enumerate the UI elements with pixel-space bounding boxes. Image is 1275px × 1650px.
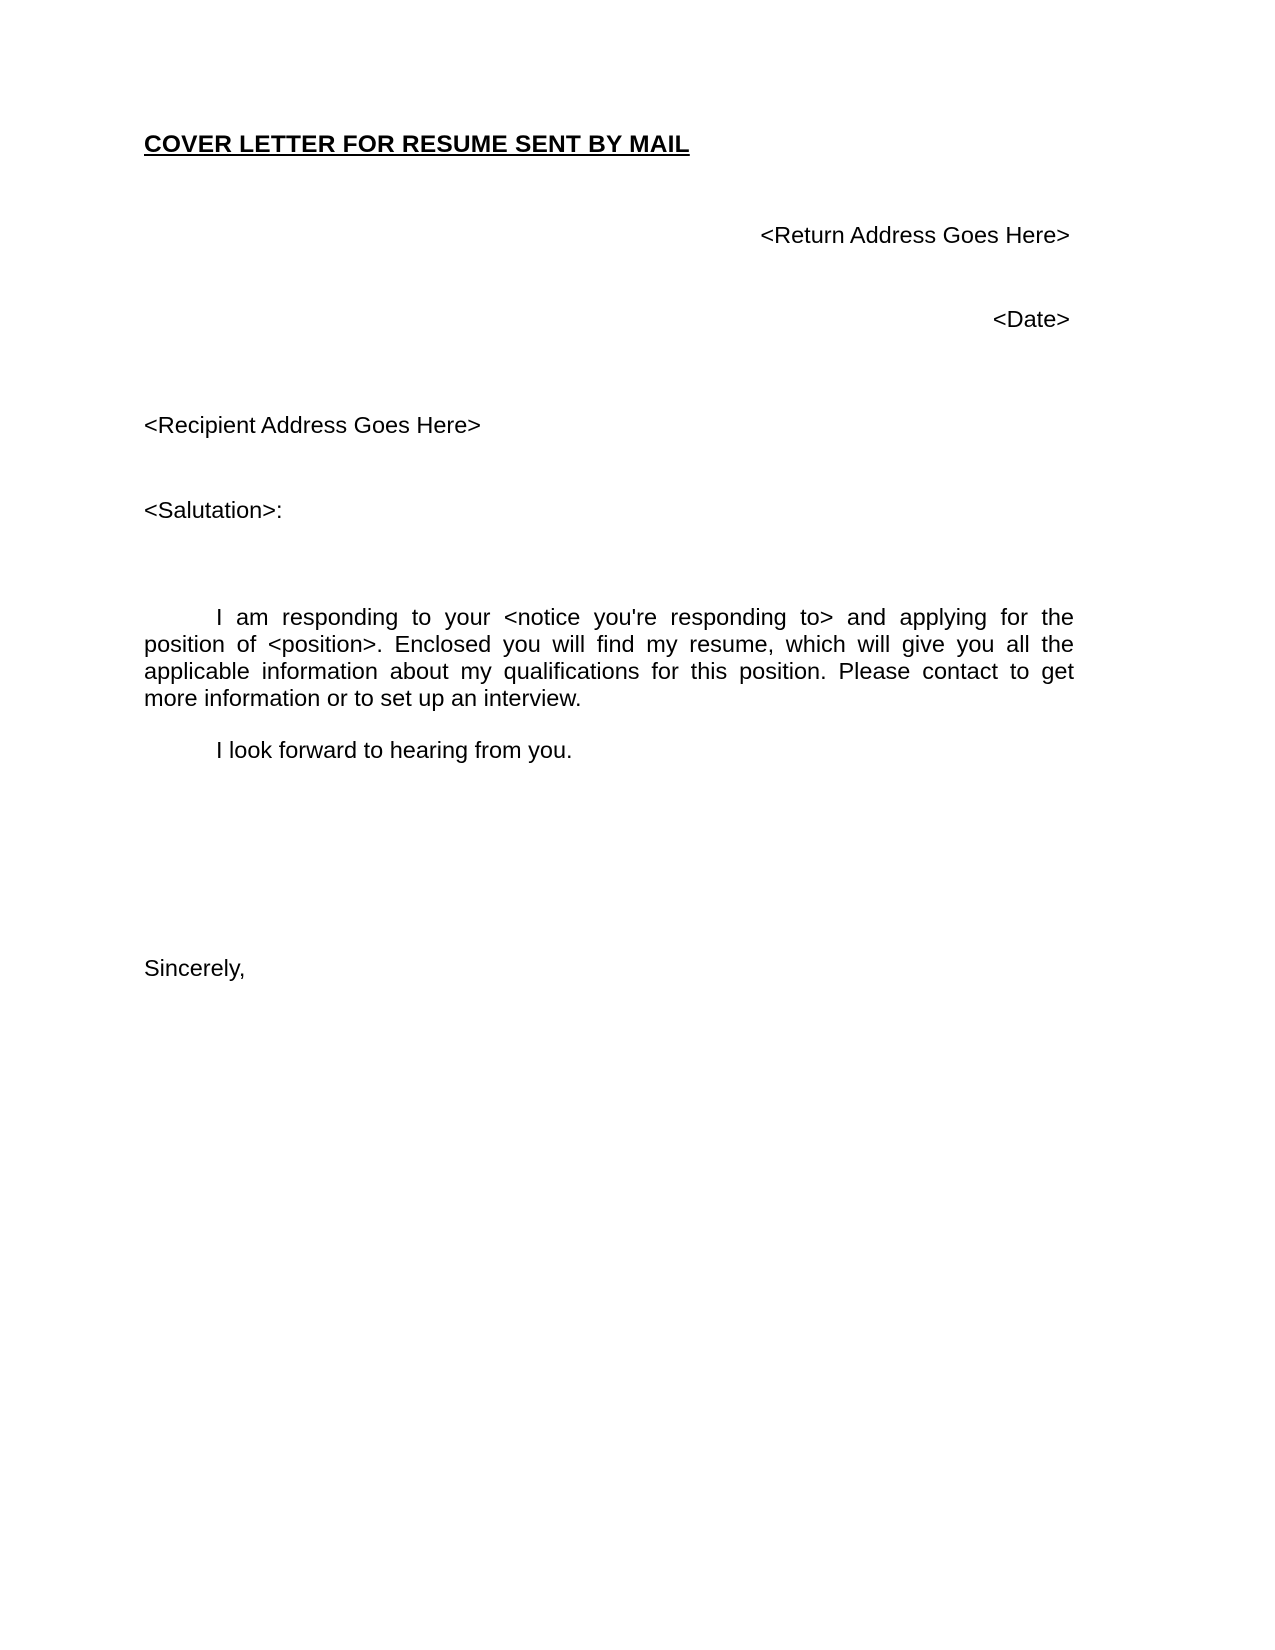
body-paragraph-2: I look forward to hearing from you. — [216, 737, 573, 764]
body-paragraph-1: I am responding to your <notice you're responding to> and applying for the position of <position>. Enclosed you will find my resume, which will give you all the applicable information about my qualifications for this position. Please contact to get more information or to set up an interview. — [144, 604, 1074, 712]
spacer — [144, 764, 1074, 954]
spacer — [144, 439, 1074, 496]
date-placeholder: <Date> — [992, 305, 1070, 332]
salutation-placeholder: <Salutation>: — [144, 496, 283, 523]
letter-body — [144, 130, 1074, 982]
spacer — [144, 159, 1074, 221]
closing-line: Sincerely, — [144, 955, 246, 982]
spacer — [144, 333, 1074, 411]
spacer — [144, 524, 1074, 604]
spacer — [144, 712, 1074, 737]
return-address-placeholder: <Return Address Goes Here> — [760, 222, 1070, 249]
spacer — [144, 250, 1074, 305]
recipient-address-placeholder: <Recipient Address Goes Here> — [144, 411, 482, 438]
page-title: COVER LETTER FOR RESUME SENT BY MAIL — [144, 131, 690, 158]
